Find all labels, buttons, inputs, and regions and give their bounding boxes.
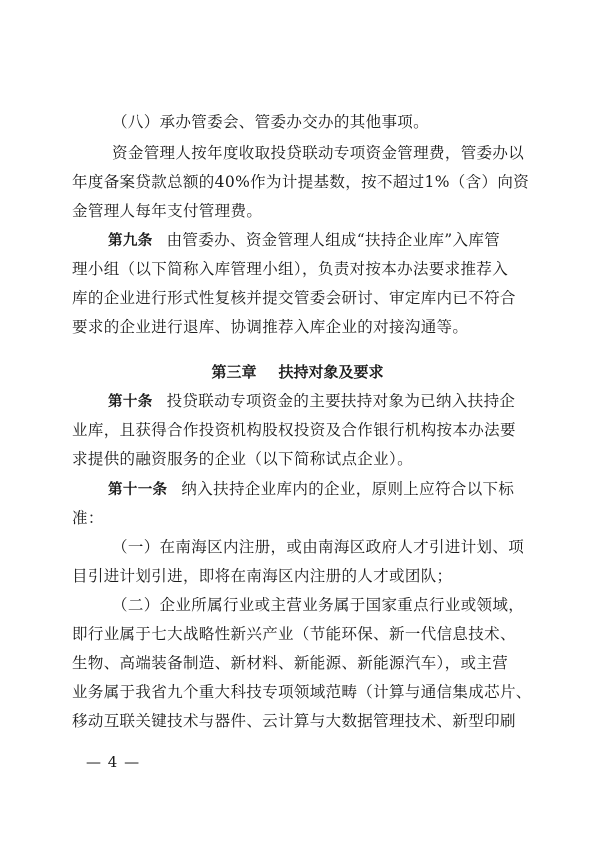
chapter-number: 第三章 [211, 363, 257, 381]
text-line: （一）在南海区内注册，或由南海区政府人才引进计划、项 [112, 538, 525, 556]
article-label: 第九条 [108, 233, 153, 249]
chapter-title: 扶持对象及要求 [278, 363, 384, 381]
text-line: 求提供的融资服务的企业（以下简称试点企业）。 [72, 450, 413, 468]
article-line: 第十条 投贷联动专项资金的主要扶持对象为已纳入扶持企 [108, 392, 516, 410]
text-line: （八）承办管委会、管委办交办的其他事项。 [112, 113, 430, 131]
text-line: 即行业属于七大战略性新兴产业（节能环保、新一代信息技术、 [72, 625, 516, 643]
page-number: — 4 — [86, 753, 141, 771]
article-line: 第九条 由管委办、资金管理人组成“扶持企业库”入库管 [108, 231, 501, 249]
text-line: 理小组（以下简称入库管理小组），负责对按本办法要求推荐入 [72, 260, 509, 278]
text-line: 年度备案贷款总额的40%作为计提基数，按不超过1%（含）向资 [72, 173, 530, 191]
text-line: （二）企业所属行业或主营业务属于国家重点行业或领域， [112, 596, 525, 614]
chapter-heading [0, 362, 595, 382]
article-line: 第十一条 纳入扶持企业库内的企业，原则上应符合以下标 [108, 480, 515, 498]
text-line: 准： [72, 509, 104, 527]
text-line: 要求的企业进行退库、协调推荐入库企业的对接沟通等。 [72, 318, 469, 336]
text-line: 库的企业进行形式性复核并提交管委会研讨、审定库内已不符合 [72, 289, 516, 307]
text-line: 移动互联关键技术与器件、云计算与大数据管理技术、新型印刷 [72, 712, 516, 730]
text-line: 目引进计划引进，即将在南海区内注册的人才或团队； [72, 567, 453, 585]
text-line: 业库，且获得合作投资机构股权投资及合作银行机构按本办法要 [72, 421, 516, 439]
article-label: 第十条 [108, 394, 153, 410]
text-line: 生物、高端装备制造、新材料、新能源、新能源汽车），或主营 [72, 654, 509, 672]
article-label: 第十一条 [108, 482, 168, 498]
text-line: 资金管理人按年度收取投贷联动专项资金管理费，管委办以 [112, 144, 525, 162]
text-line: 金管理人每年支付管理费。 [72, 202, 263, 220]
text-line: 业务属于我省九个重大科技专项领域范畴（计算与通信集成芯片、 [72, 683, 532, 701]
